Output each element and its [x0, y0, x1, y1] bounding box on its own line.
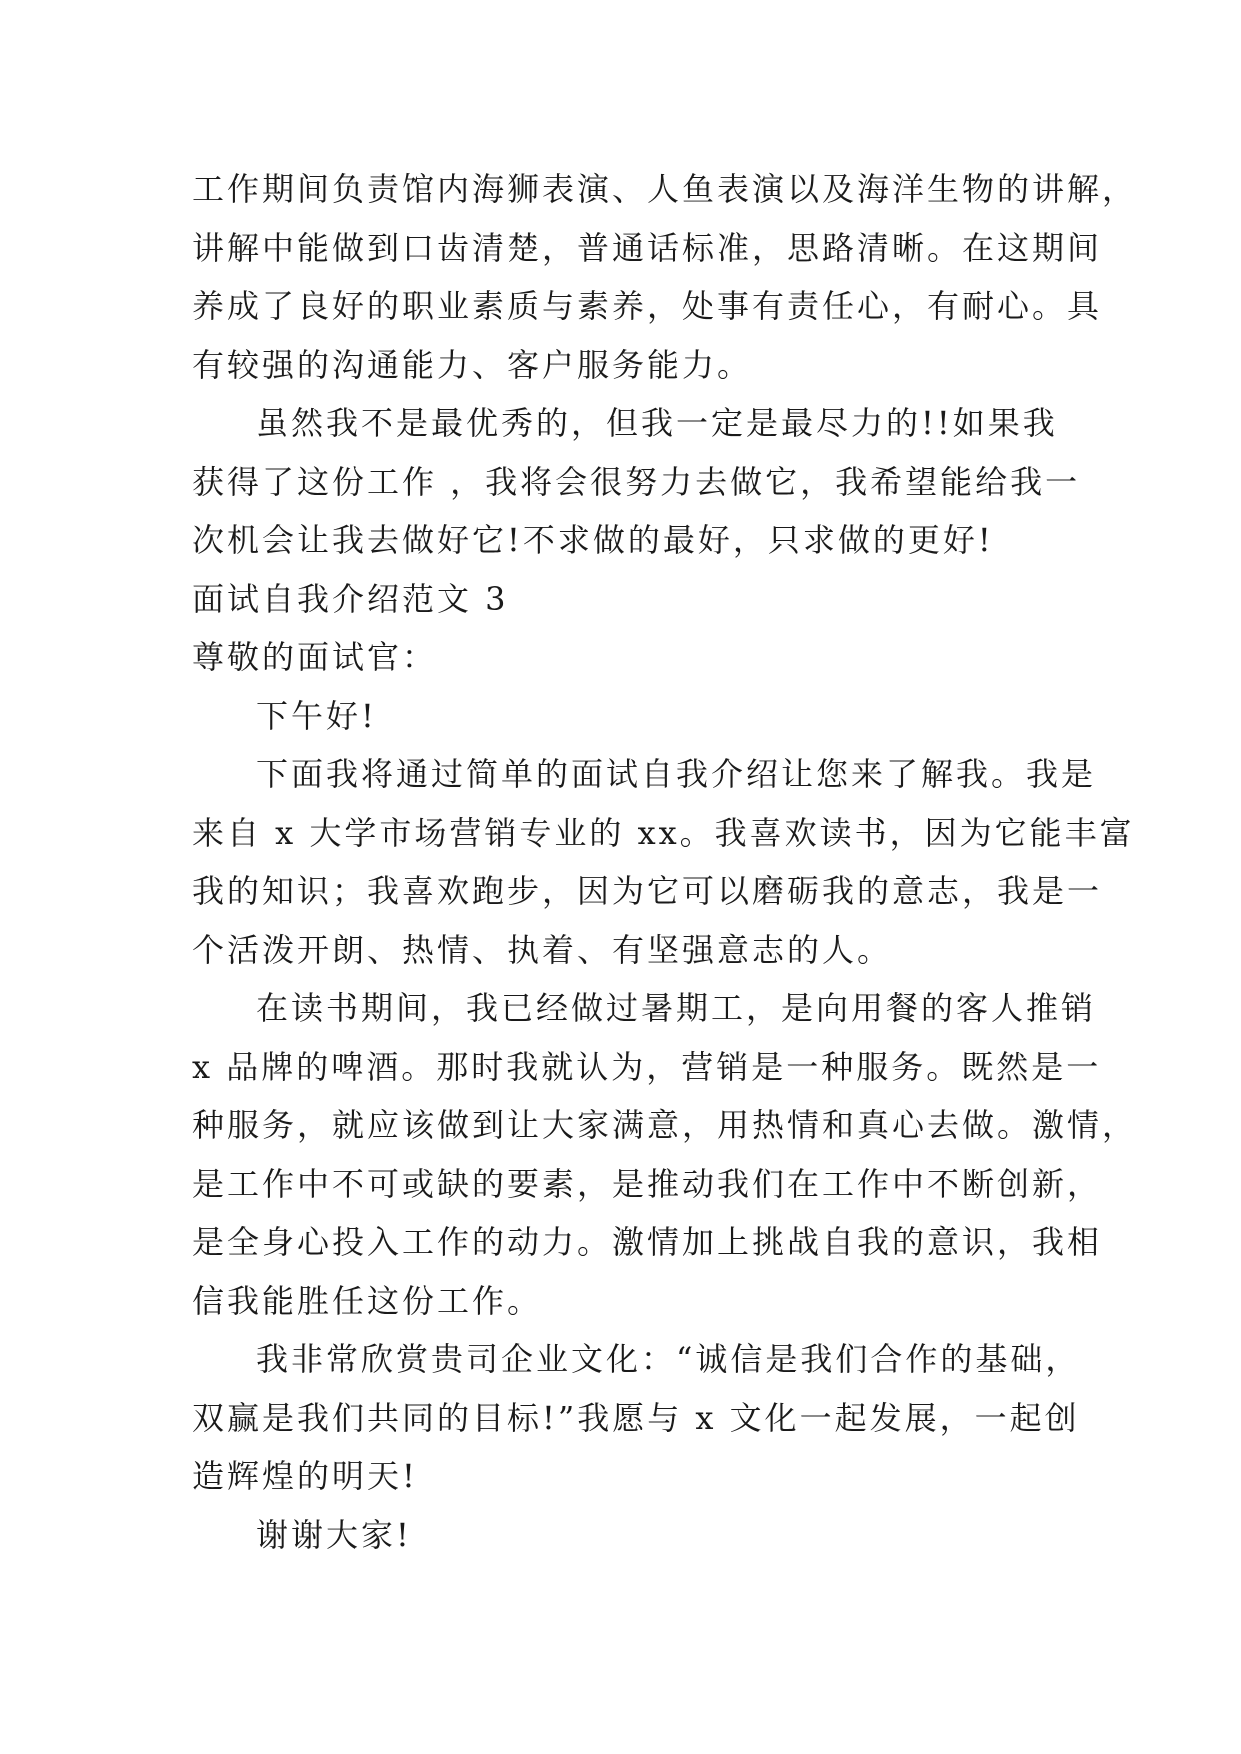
- text-line: 来自 x 大学市场营销专业的 xx。我喜欢读书，因为它能丰富: [192, 813, 1135, 852]
- text-line: 我的知识；我喜欢跑步，因为它可以磨砺我的意志，我是一: [192, 872, 1103, 910]
- text-line: x 品牌的啤酒。那时我就认为，营销是一种服务。既然是一: [192, 1047, 1102, 1086]
- text-line: 是全身心投入工作的动力。激情加上挑战自我的意识，我相: [192, 1223, 1103, 1261]
- text-line: 双赢是我们共同的目标!”我愿与 x 文化一起发展，一起创: [192, 1398, 1080, 1437]
- text-line: 造辉煌的明天!: [192, 1457, 418, 1495]
- text-line: 在读书期间，我已经做过暑期工，是向用餐的客人推销: [256, 989, 1097, 1027]
- closing: 谢谢大家!: [256, 1515, 412, 1554]
- greeting: 下午好!: [256, 696, 377, 735]
- document-body: [192, 160, 1138, 1564]
- text-line: 次机会让我去做好它!不求做的最好，只求做的更好!: [192, 521, 994, 559]
- text-line: 我非常欣赏贵司企业文化：“诚信是我们合作的基础，: [256, 1340, 1081, 1378]
- text-line: 获得了这份工作 ，我将会很努力去做它，我希望能给我一: [192, 462, 1081, 501]
- text-line: 工作期间负责馆内海狮表演、人鱼表演以及海洋生物的讲解，: [192, 170, 1138, 208]
- section-heading: 面试自我介绍范文 3: [192, 579, 509, 618]
- text-line: 是工作中不可或缺的要素，是推动我们在工作中不断创新，: [192, 1164, 1103, 1203]
- text-line: 种服务，就应该做到让大家满意，用热情和真心去做。激情，: [192, 1106, 1138, 1144]
- text-line: 个活泼开朗、热情、执着、有坚强意志的人。: [192, 930, 893, 969]
- text-line: 下面我将通过简单的面试自我介绍让您来了解我。我是: [256, 755, 1097, 793]
- text-line: 信我能胜任这份工作。: [192, 1281, 543, 1320]
- text-line: 养成了良好的职业素质与素养，处事有责任心，有耐心。具: [192, 287, 1103, 325]
- salutation: 尊敬的面试官：: [192, 638, 438, 676]
- text-line: 讲解中能做到口齿清楚，普通话标准，思路清晰。在这期间: [192, 228, 1103, 267]
- text-line: 有较强的沟通能力、客户服务能力。: [192, 345, 753, 384]
- text-line: 虽然我不是最优秀的，但我一定是最尽力的!!如果我: [256, 404, 1058, 442]
